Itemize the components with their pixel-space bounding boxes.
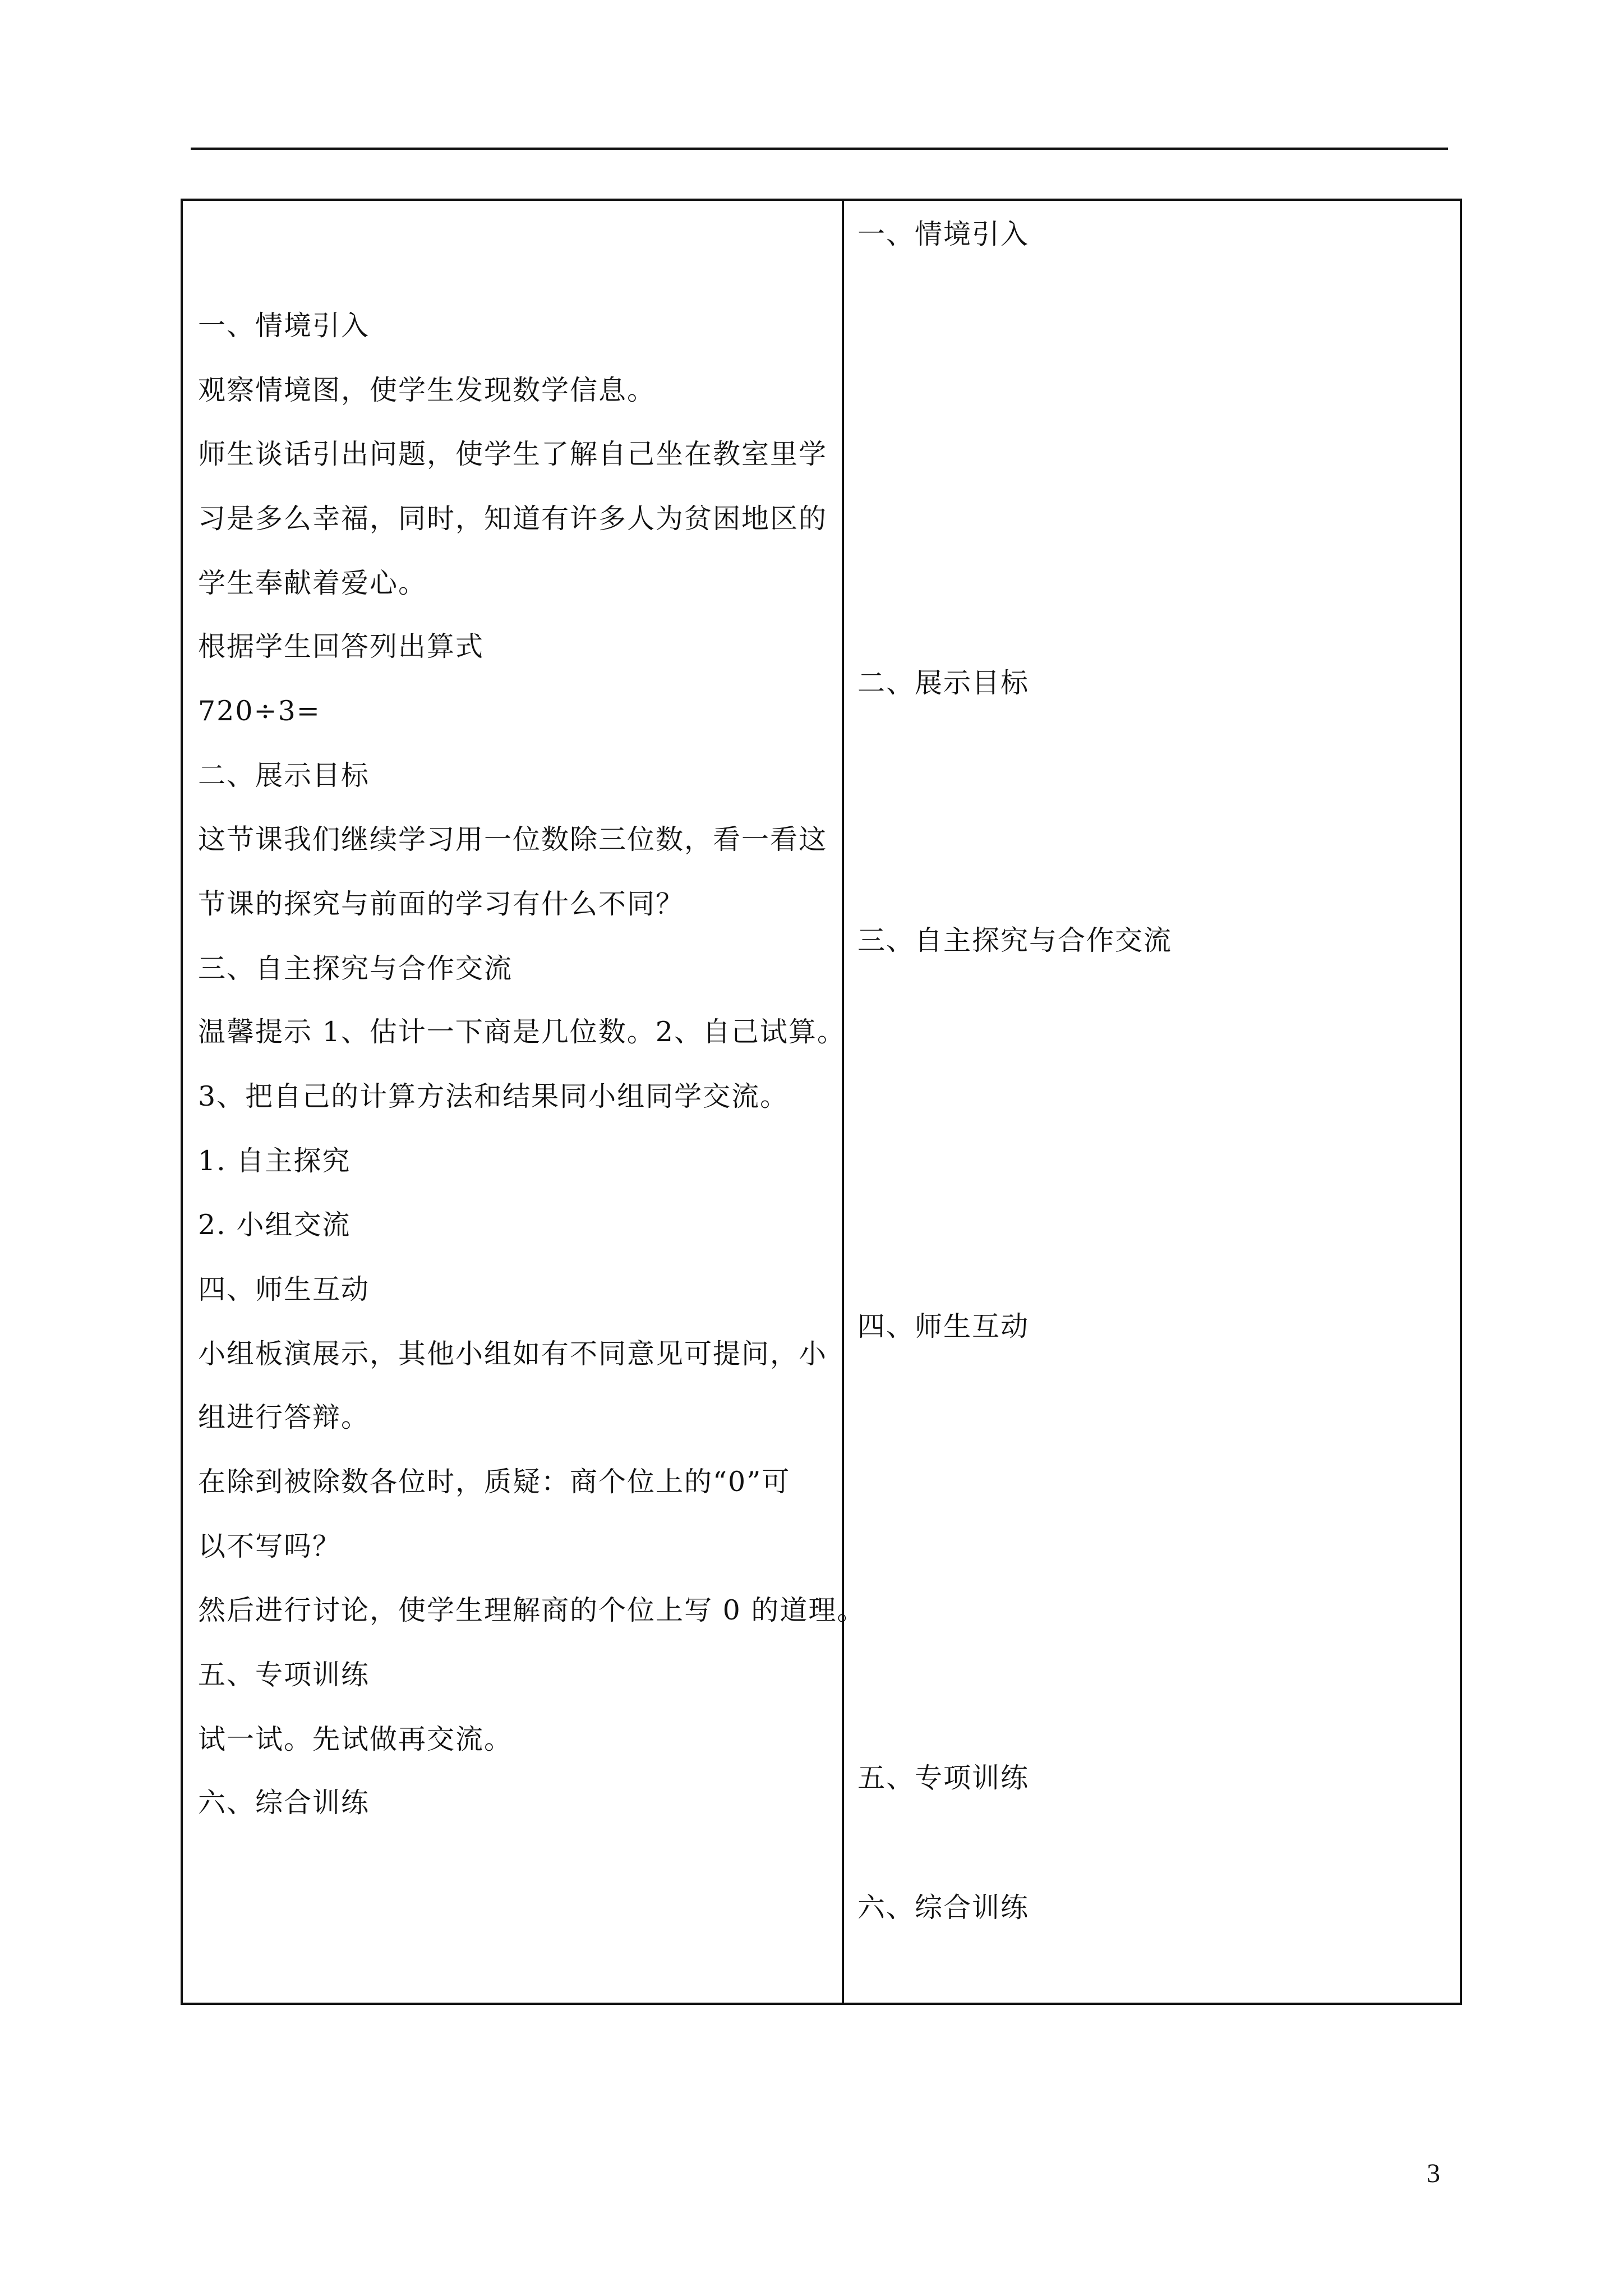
summary-heading-comprehensive: 六、综合训练 — [857, 1892, 1030, 1924]
text-line: 这节课我们继续学习用一位数除三位数，看一看这 — [198, 823, 828, 855]
section-heading-training: 五、专项训练 — [198, 1659, 370, 1691]
text-line: 观察情境图，使学生发现数学信息。 — [198, 374, 656, 406]
summary-heading-explore: 三、自主探究与合作交流 — [857, 924, 1173, 956]
text-line: 根据学生回答列出算式 — [198, 631, 485, 662]
page-number: 3 — [1427, 2159, 1440, 2188]
text-line: 师生谈话引出问题，使学生了解自己坐在教室里学 — [198, 438, 828, 470]
text-line: 3、把自己的计算方法和结果同小组同学交流。 — [198, 1080, 789, 1112]
summary-heading-intro: 一、情境引入 — [857, 218, 1030, 250]
header-rule — [191, 148, 1448, 150]
text-line: 在除到被除数各位时，质疑：商个位上的“0”可 — [198, 1466, 791, 1498]
section-heading-comprehensive: 六、综合训练 — [198, 1787, 370, 1819]
section-heading-intro: 一、情境引入 — [198, 310, 370, 342]
text-line: 学生奉献着爱心。 — [198, 567, 427, 599]
list-item: 2. 小组交流 — [198, 1209, 351, 1241]
summary-heading-goals: 二、展示目标 — [857, 667, 1030, 699]
column-divider — [842, 201, 844, 2003]
text-line: 以不写吗？ — [198, 1530, 342, 1562]
text-line: 习是多么幸福，同时，知道有许多人为贫困地区的 — [198, 503, 828, 535]
summary-heading-interaction: 四、师生互动 — [857, 1310, 1030, 1342]
text-line: 温馨提示 1、估计一下商是几位数。2、自己试算。 — [198, 1016, 846, 1048]
section-heading-interaction: 四、师生互动 — [198, 1273, 370, 1305]
lesson-table — [181, 199, 1462, 2005]
text-line: 小组板演展示，其他小组如有不同意见可提问，小 — [198, 1338, 828, 1370]
summary-heading-training: 五、专项训练 — [857, 1762, 1030, 1794]
list-item: 1. 自主探究 — [198, 1145, 351, 1177]
section-heading-explore: 三、自主探究与合作交流 — [198, 953, 513, 984]
section-heading-goals: 二、展示目标 — [198, 760, 370, 792]
text-line: 试一试。先试做再交流。 — [198, 1723, 513, 1755]
text-line: 组进行答辩。 — [198, 1401, 370, 1433]
text-line: 然后进行讨论，使学生理解商的个位上写 0 的道理。 — [198, 1594, 866, 1626]
formula-line: 720÷3= — [198, 695, 321, 727]
text-line: 节课的探究与前面的学习有什么不同？ — [198, 888, 685, 920]
